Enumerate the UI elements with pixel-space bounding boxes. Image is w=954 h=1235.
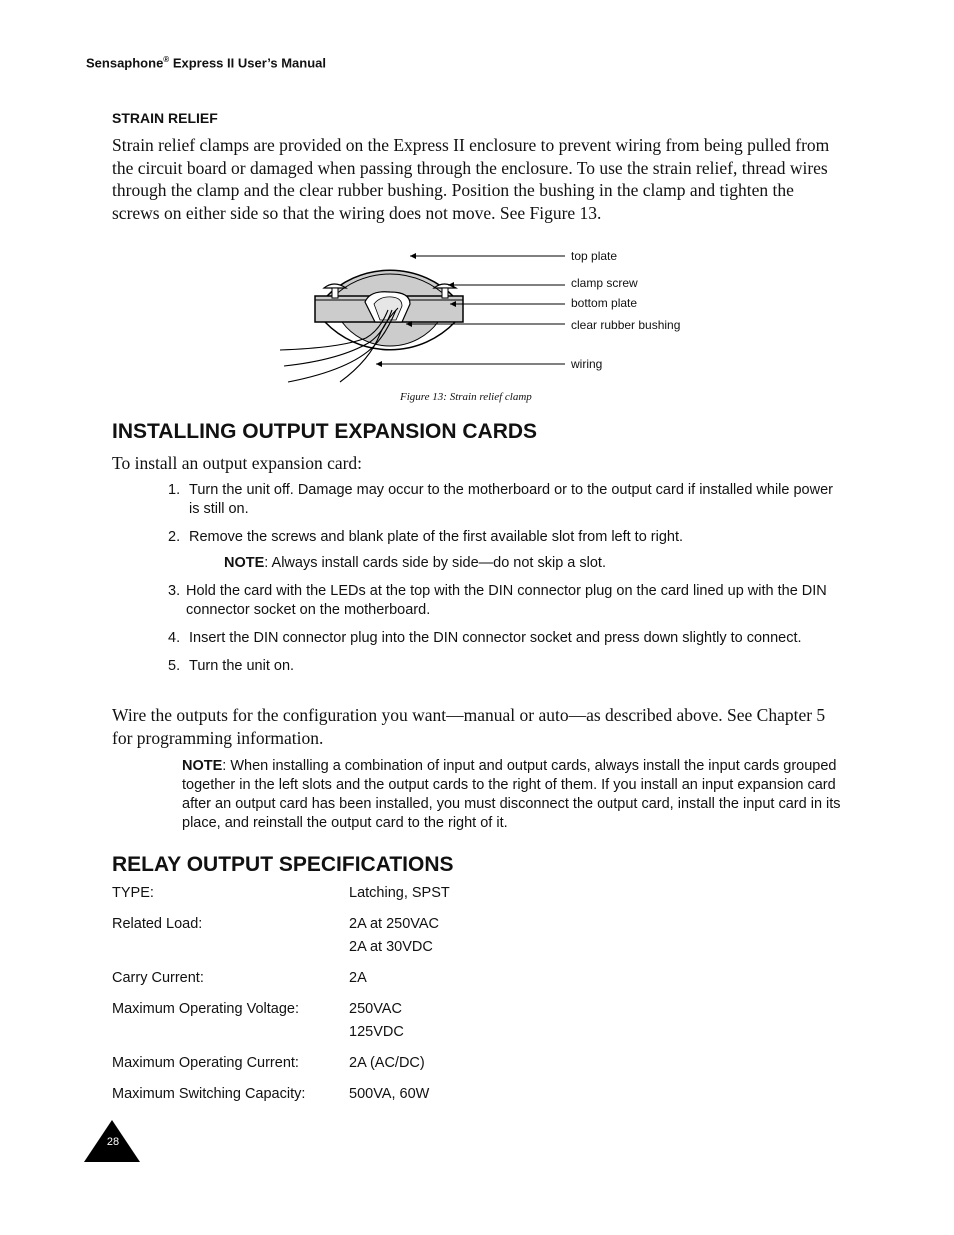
spec-row: [112, 967, 612, 990]
step-item: [168, 629, 838, 648]
cards-note-label: NOTE: [182, 758, 223, 774]
step-number: 4.: [168, 630, 181, 646]
spec-value: Latching, SPST: [349, 885, 450, 901]
spec-label: Maximum Switching Capacity:: [112, 1086, 306, 1102]
step-text: Remove the screws and blank plate of the first available slot from left to right.: [189, 529, 684, 545]
step-text: Hold the card with the LEDs at the top with the DIN connector plug on the card lined up with the DIN connector socket on the motherboard.: [186, 583, 827, 618]
spec-value: 2A (AC/DC): [349, 1055, 425, 1071]
step-text: Turn the unit on.: [189, 658, 295, 674]
wiring-paragraph: Wire the outputs for the configuration you want—manual or auto—as described above. See Chapter 5 for programming information.: [112, 705, 826, 748]
figure-label-clamp-screw: clamp screw: [571, 276, 638, 290]
step-text: Turn the unit off. Damage may occur to the motherboard or to the output card if installed while power is still on.: [189, 482, 833, 517]
spec-label: Maximum Operating Current:: [112, 1055, 299, 1071]
header-title: Express II User’s Manual: [169, 55, 326, 71]
header-brand: Sensaphone: [86, 55, 164, 71]
step-note: [224, 554, 838, 573]
cards-note-text: : When installing a combination of input and output cards, always install the input cards grouped together in the left slots and the output cards to the right of them. If you install an input expansion card after an output card has been installed, you must disconnect the output card, install the input card in its place, and reinstall the output card to the right of it.: [182, 758, 841, 831]
step-note-text: : Always install cards side by side—do not skip a slot.: [264, 555, 606, 571]
spec-label: TYPE:: [112, 885, 154, 901]
cards-note: [182, 757, 842, 833]
spec-value: 2A at 30VDC: [349, 939, 433, 955]
spec-label: Related Load:: [112, 916, 203, 932]
page-number: 28: [106, 1136, 120, 1148]
strain-relief-paragraph: Strain relief clamps are provided on the Express II enclosure to prevent wiring from being pulled from the circuit board or damaged when passing through the enclosure. To use the strain relief, thread wires through the clamp and the clear rubber bushing. Position the bushing in the clamp and tighten the screws on either side so that the wiring does not move. See Figure 13.: [112, 135, 830, 223]
spec-value: 2A at 250VAC: [349, 916, 440, 932]
step-note-label: NOTE: [224, 555, 265, 571]
figure-label-top-plate: top plate: [571, 249, 618, 263]
spec-value: 500VA, 60W: [349, 1086, 430, 1102]
step-item: [168, 582, 838, 620]
installing-heading: INSTALLING OUTPUT EXPANSION CARDS: [112, 420, 538, 443]
step-item: [168, 657, 838, 676]
spec-label: Maximum Operating Voltage:: [112, 1001, 299, 1017]
relay-spec-table: [112, 882, 612, 1114]
figure-label-bushing: clear rubber bushing: [571, 318, 681, 332]
spec-row: [112, 1052, 612, 1075]
installing-intro: To install an output expansion card:: [112, 453, 363, 473]
registered-mark: ®: [163, 55, 170, 64]
spec-row: [112, 913, 612, 959]
figure-caption: Figure 13: Strain relief clamp: [400, 391, 532, 403]
installation-steps: [168, 481, 838, 685]
step-number: 2.: [168, 529, 181, 545]
spec-value: 2A: [349, 970, 367, 986]
spec-row: [112, 882, 612, 905]
step-number: 3.: [168, 583, 181, 599]
figure-label-wiring: wiring: [571, 357, 603, 371]
spec-value: 125VDC: [349, 1024, 404, 1040]
step-text: Insert the DIN connector plug into the DIN connector socket and press down slightly to connect.: [189, 630, 802, 646]
strain-relief-heading: STRAIN RELIEF: [112, 110, 218, 126]
spec-row: [112, 998, 612, 1044]
step-item: [168, 481, 838, 519]
figure-label-bottom-plate: bottom plate: [571, 296, 638, 310]
relay-heading: RELAY OUTPUT SPECIFICATIONS: [112, 853, 454, 876]
running-header: [86, 55, 326, 70]
spec-label: Carry Current:: [112, 970, 204, 986]
step-number: 1.: [168, 482, 181, 498]
step-number: 5.: [168, 658, 181, 674]
spec-row: [112, 1083, 612, 1106]
step-item: [168, 528, 838, 547]
spec-value: 250VAC: [349, 1001, 402, 1017]
strain-relief-figure: [270, 230, 710, 390]
